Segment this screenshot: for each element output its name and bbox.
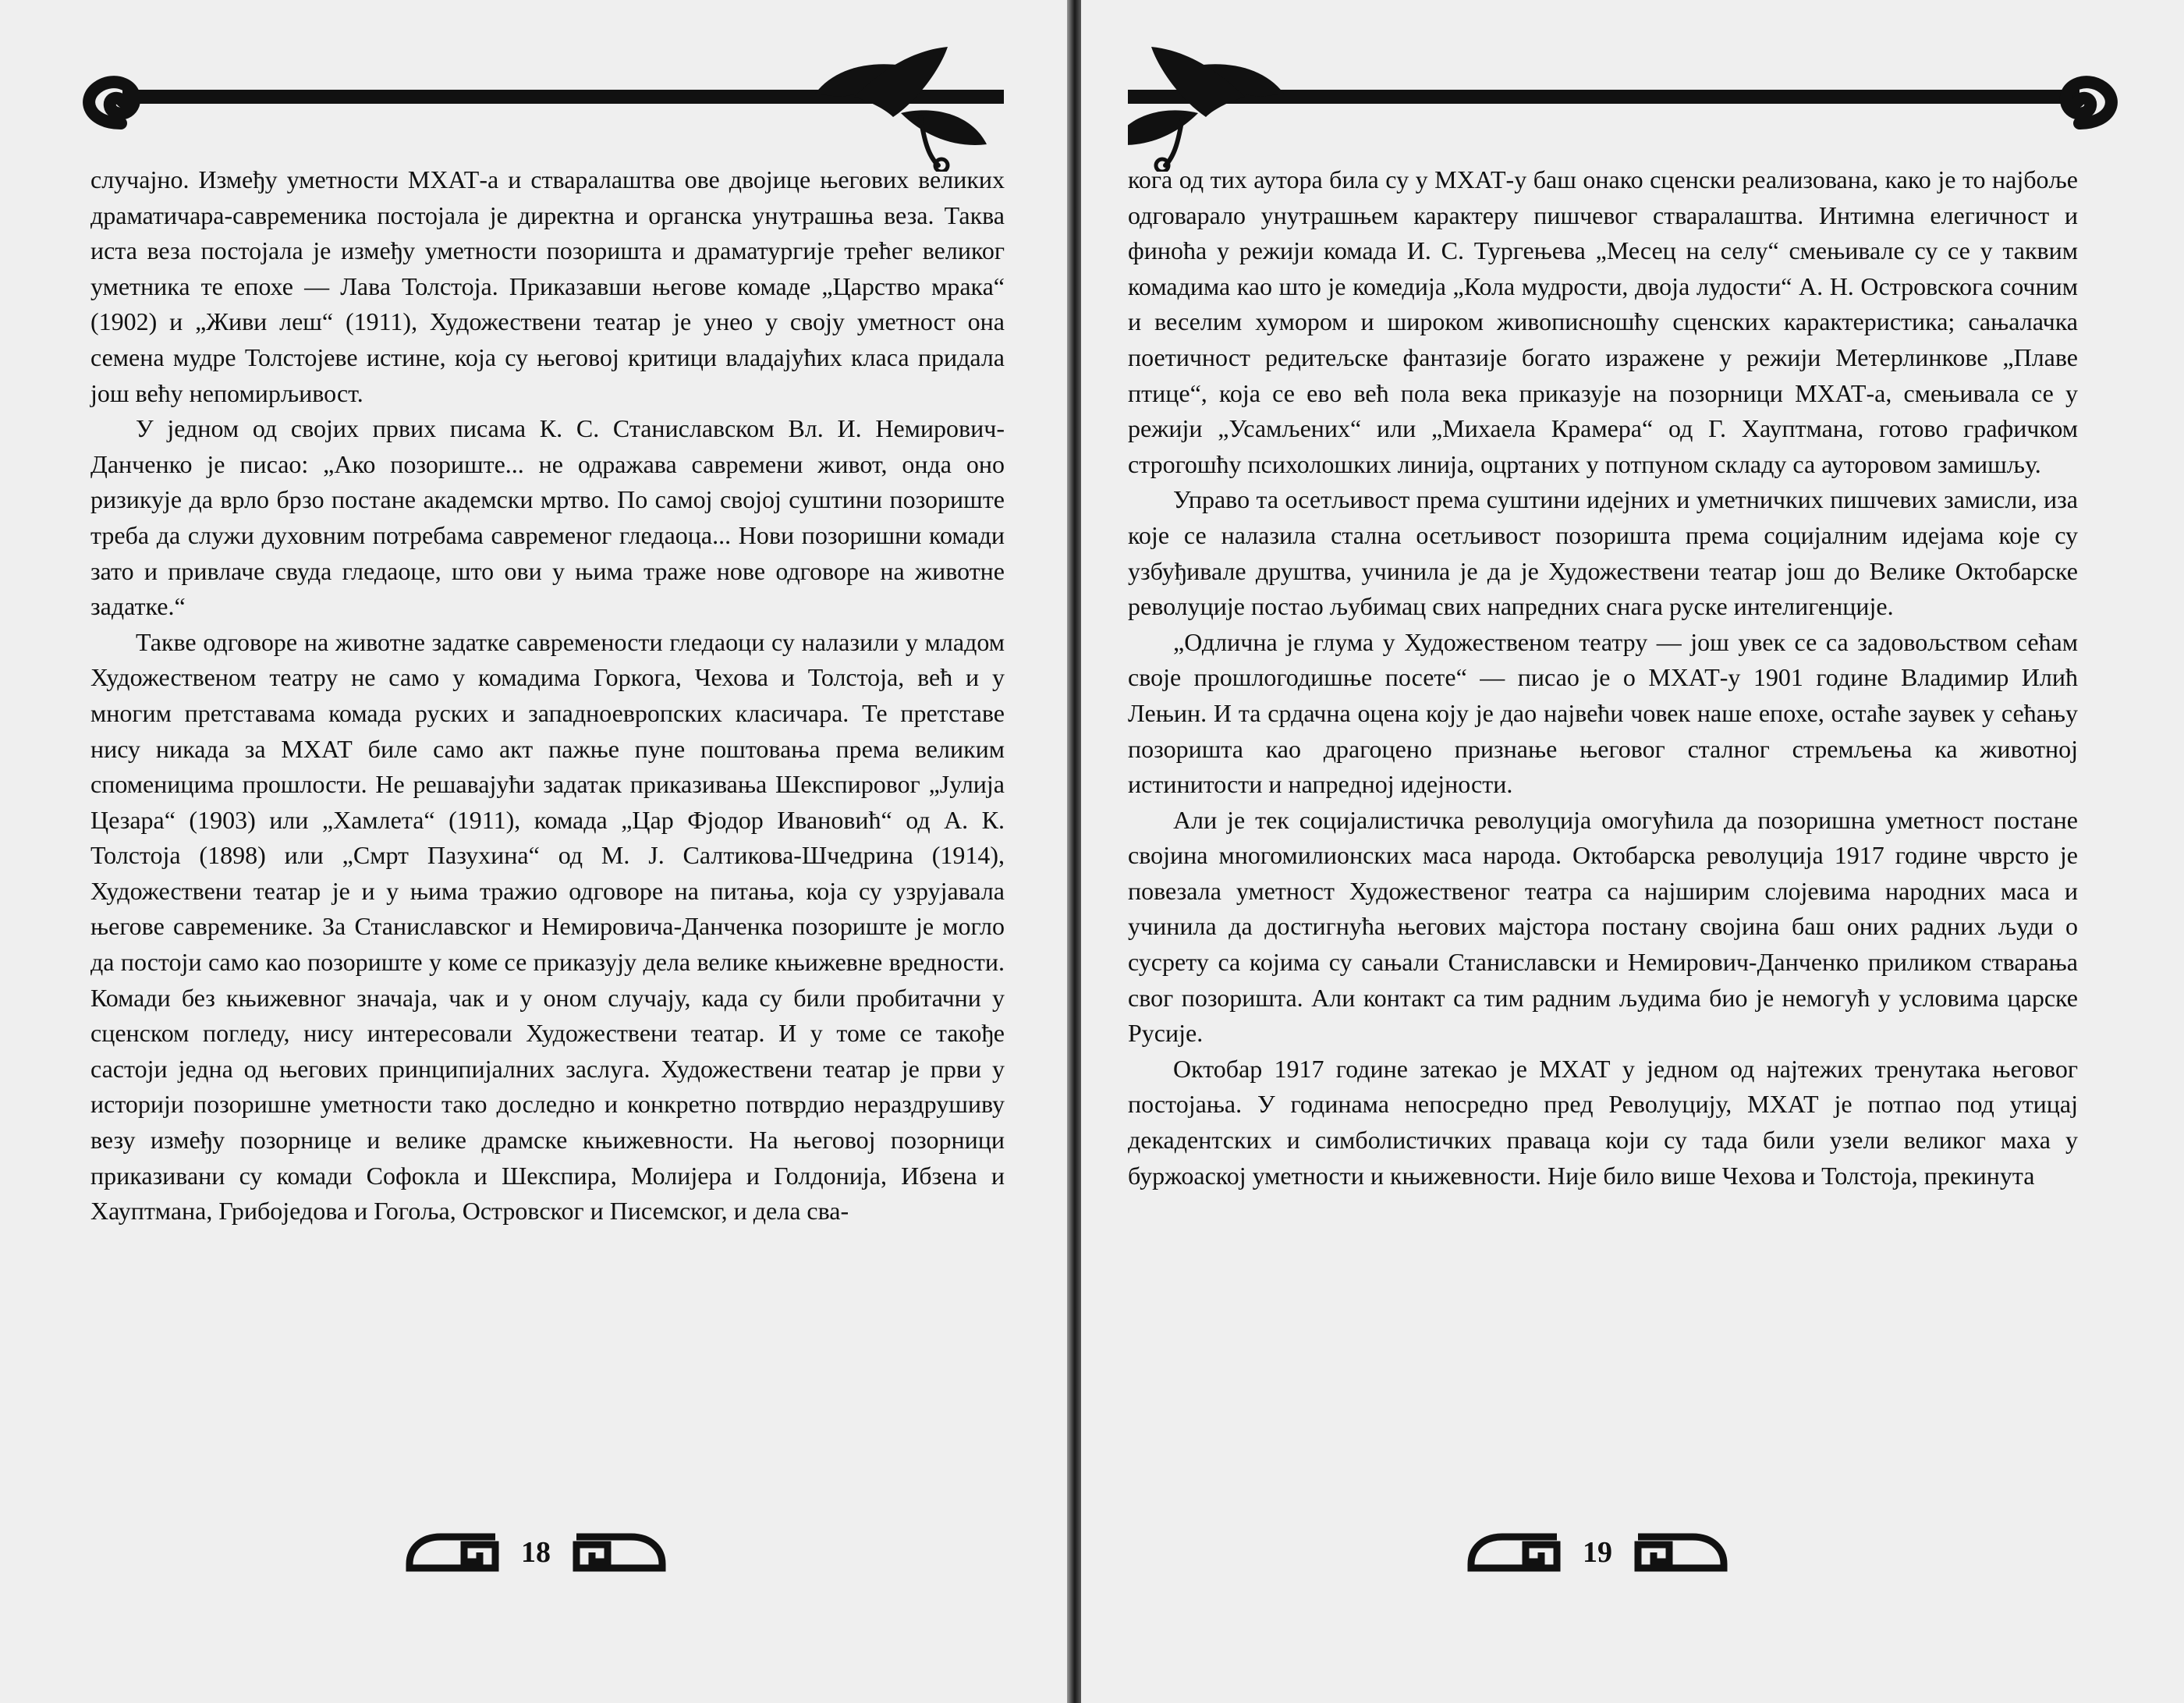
book-gutter bbox=[1067, 0, 1081, 1703]
header-ornament-right-icon bbox=[1128, 39, 2126, 172]
right-page bbox=[1081, 0, 2184, 1703]
folio-ornament-left-icon bbox=[1467, 1529, 1561, 1576]
paragraph: Октобар 1917 године затекао је МХАТ у једном од најтежих тренутака његовог постојања. У годинама непосредно пред Револуцију, МХАТ је потпао под утицај декадентских и симболистичких праваца који су тада били узели великог маха у буржоаској уметности и књижевности. Није било више Чехова и Толстоја, прекинута bbox=[1128, 1054, 2078, 1190]
page-number: 18 bbox=[521, 1536, 551, 1569]
paragraph: Управо та осетљивост према суштини идејних и уметничких пишчевих замисли, иза које се налазила стална осетљивост позоришта према социјалним идејама које су узбуђивале друштва, учинила је да је Художествени театар још до Велике Октобарске револуције постао љубимац свих напредних снага руске интелигенције. bbox=[1128, 485, 2078, 621]
left-page-text bbox=[90, 162, 1005, 1229]
folio-ornament-left-icon bbox=[406, 1529, 499, 1576]
left-page bbox=[0, 0, 1067, 1703]
paragraph: Такве одговоре на животне задатке савремености гледаоци су налазили у младом Художественом театру не само у комадима Горкога, Чехова и Толстоја, већ и у многим претставама комада руских и западноевропских класичара. Те претставе нису никада за МХАТ биле само акт пажње пуне поштовања према великим споменицима прошлости. Не решавајући задатак приказивања Шекспировог „Јулија Цезара“ (1903) или „Хамлета“ (1911), комада „Цар Фјодор Ивановић“ од А. К. Толстоја (1898) или „Смрт Пазухина“ од М. Ј. Салтикова-Шчедрина (1914), Художествени театар је и у њима тражио одговоре на питања, која су узрујавала његове савременике. За Станиславског и Немировича-Данченка позориште је могло да постоји само као позориште у коме се приказују дела велике књижевне вредности. Комади без књижевног значаја, чак и у оном случају, када су били пробитачни у сценском погледу, нису интересовали Художествени театар. И у томе се такође састоји једна од његових принципијалних заслуга. Художествени театар је први у историји позоришне уметности тако доследно и конкретно потврдио нераздрушиву везу између позорнице и велике драмске књижевности. На његовој позорници приказивани су комади Софокла и Шекспира, Молијера и Голдонија, Ибзена и Хауптмана, Грибоједова и Гогоља, Островског и Писемског, и дела сва- bbox=[90, 627, 1005, 1226]
paragraph: кога од тих аутора била су у МХАТ-у баш онако сценски реализована, како је то најбоље одговарало унутрашњем карактеру пишчевог стваралаштва. Интимна елегичност и финоћа у режији комада И. С. Тургењева „Месец на селу“ смењивале су се у таквим комадима као што је комедија „Кола мудрости, двоја лудости“ А. Н. Островскога сочним и веселим хумором и широком живописношћу сценских карактеристика; сањалачка поетичност редитељске фантазије богато изражене у режији Метерлинкове „Плаве птице“, која се ево већ пола века приказује на позорници МХАТ-а, смењивала се у режији „Усамљених“ или „Михаела Крамера“ од Г. Хауптмана, готово графичком строгошћу психолошких линија, оцртаних у потпуном складу са ауторовом замишљу. bbox=[1128, 165, 2078, 478]
paragraph: У једном од својих првих писама К. С. Станиславском Вл. И. Немирович-Данченко је писао: „Ако позориште... не одражава савремени живот, онда оно ризикује да врло брзо постане академски мртво. По самој својој суштини позориште треба да служи духовним потребама савременог гледаоца... Нови позоришни комади зато и привлаче свуда гледаоце, што ови у њима траже нове одговоре на животне задатке.“ bbox=[90, 414, 1005, 621]
page-number: 19 bbox=[1583, 1536, 1612, 1569]
left-page-folio bbox=[406, 1525, 666, 1580]
header-ornament-left-icon bbox=[74, 39, 1010, 172]
folio-ornament-right-icon bbox=[573, 1529, 666, 1576]
right-page-text bbox=[1128, 162, 2078, 1194]
paragraph: случајно. Између уметности МХАТ-а и стваралаштва ове двојице његових великих драматичара-савременика постојала је директна и органска унутрашња веза. Таква иста веза постојала је између уметности позоришта и драматургије трећег великог уметника те епохе — Лава Толстоја. Приказавши његове комаде „Царство мрака“ (1902) и „Живи леш“ (1911), Художествени театар је унео у своју уметност она семена мудре Толстојеве истине, која су његовој критици владајућих класа придала још већу непомирљивост. bbox=[90, 165, 1005, 407]
paragraph: Али је тек социјалистичка револуција омогућила да позоришна уметност постане својина многомилионских маса народа. Октобарска револуција 1917 године чврсто је повезала уметност Художественог театра са најширим слојевима народних маса и учинила да достигнућа његових мајстора постану својина баш оних радних људи о сусрету са којима су сањали Станиславски и Немирович-Данченко приликом стварања свог позоришта. Али контакт са тим радним људима био је немогућ у условима царске Русије. bbox=[1128, 805, 2078, 1048]
folio-ornament-right-icon bbox=[1634, 1529, 1728, 1576]
right-page-folio bbox=[1467, 1525, 1728, 1580]
paragraph: „Одлична је глума у Художественом театру — још увек се са задовољством сећам своје прошлогодишње посете“ — писао је о МХАТ-у 1901 године Владимир Илић Лењин. И та срдачна оцена коју је дао највећи човек наше епохе, остаће заувек у сећању позоришта као драгоцено признање његовог сталног стремљења ка животној истинитости и напредној идејности. bbox=[1128, 627, 2078, 799]
